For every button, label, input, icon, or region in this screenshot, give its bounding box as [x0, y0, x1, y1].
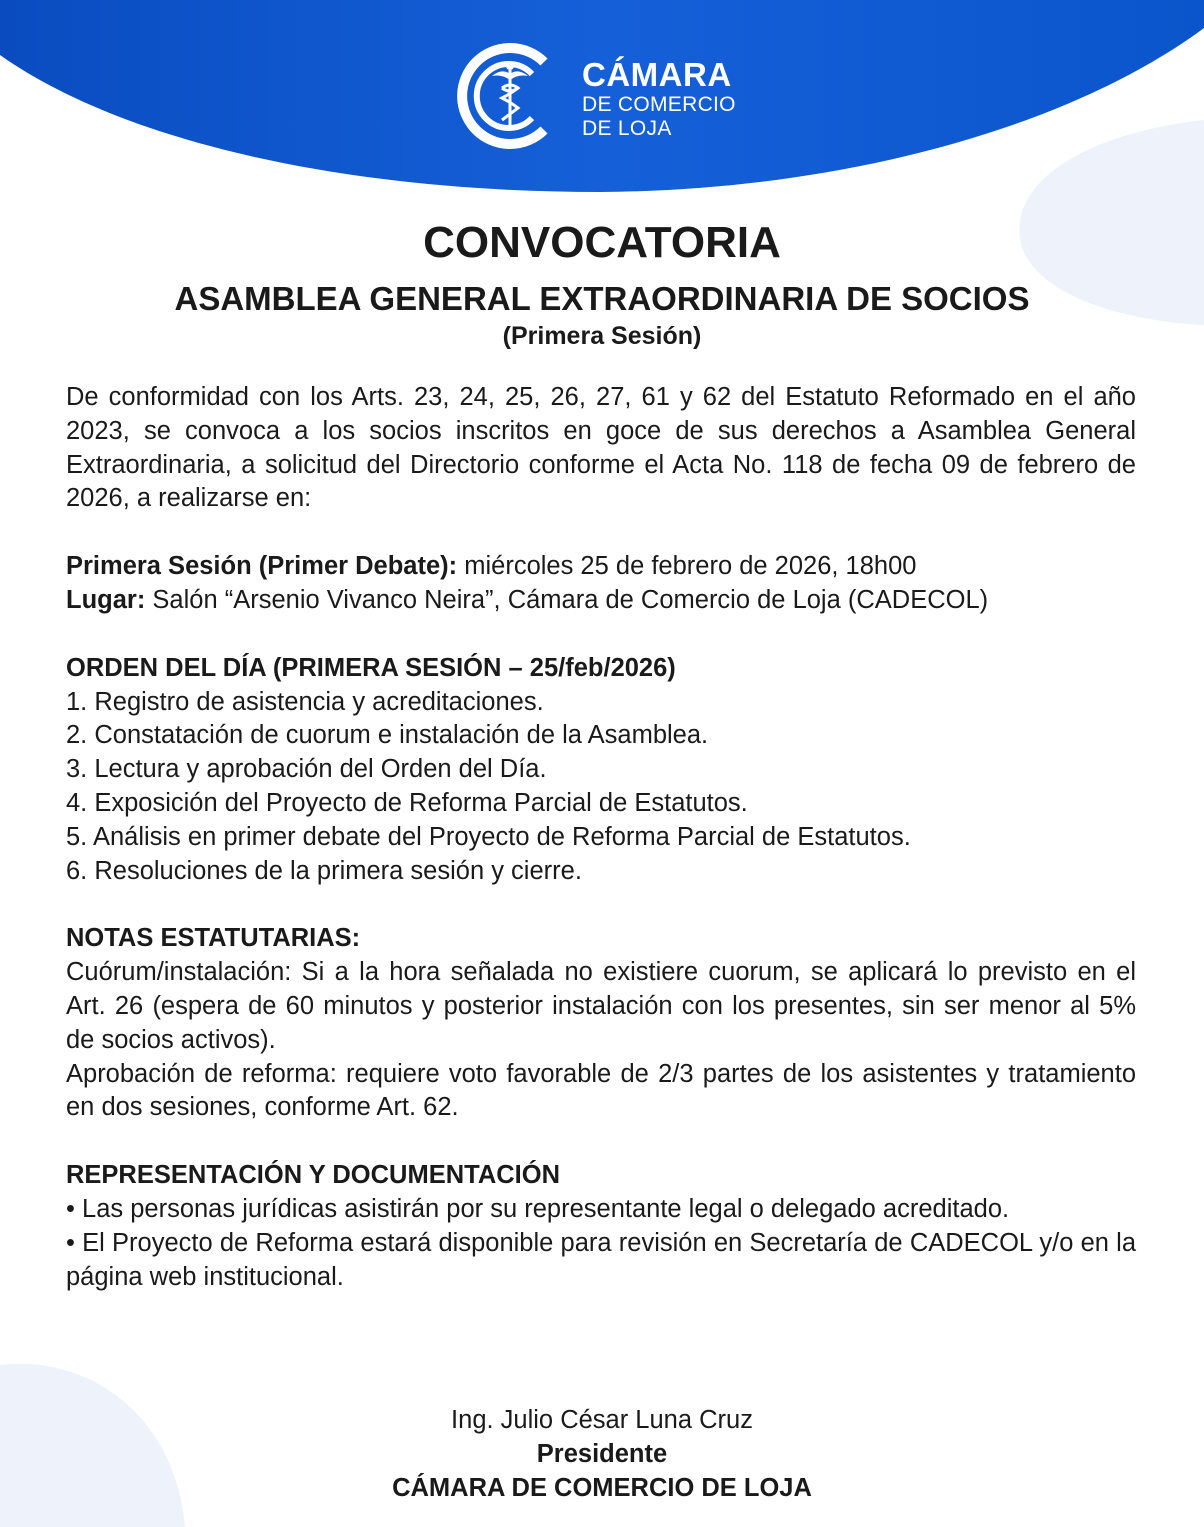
meeting-place-line — [66, 584, 1136, 618]
meeting-place-value: Salón “Arsenio Vivanco Neira”, Cámara de Comercio de Loja (CADECOL) — [145, 585, 989, 614]
representation-item: • El Proyecto de Reforma estará disponible para revisión en Secretaría de CADECOL y/o en la página web institucional. — [66, 1228, 1136, 1291]
meeting-place-label: Lugar: — [66, 585, 146, 614]
agenda-item: 1. Registro de asistencia y acreditaciones. — [66, 687, 544, 716]
logo-line-2: DE COMERCIO — [582, 93, 736, 116]
meeting-session-value: miércoles 25 de febrero de 2026, 18h00 — [457, 552, 917, 581]
session-label: (Primera Sesión) — [502, 322, 702, 350]
notes-heading: NOTAS ESTATUTARIAS: — [66, 924, 361, 953]
agenda-item: 6. Resoluciones de la primera sesión y cierre. — [66, 856, 582, 885]
note-item: Aprobación de reforma: requiere voto favorable de 2/3 partes de los asistentes y tratamiento en dos sesiones, conforme Art. 62. — [66, 1059, 1136, 1122]
logo — [452, 40, 772, 150]
intro-paragraph: De conformidad con los Arts. 23, 24, 25, 26, 27, 61 y 62 del Estatuto Reformado en el año 2023, se convoca a los socios inscritos en goce de sus derechos a Asamblea General Extraordinaria, a solicitud del Directorio conforme el Acta No. 118 de fecha 09 de febrero de 2026, a realizarse en: — [66, 383, 1136, 513]
caduceus-c-icon — [452, 40, 568, 152]
signer-name: Ing. Julio César Luna Cruz — [451, 1406, 753, 1434]
logo-line-1: CÁMARA — [582, 56, 732, 93]
logo-text — [582, 58, 736, 139]
note-item: Cuórum/instalación: Si a la hora señalada no existiere cuorum, se aplicará lo previsto en el Art. 26 (espera de 60 minutos y posterior instalación con los presentes, sin ser menor al 5% de socios activos). — [66, 958, 1136, 1054]
document-body — [66, 381, 1136, 1294]
agenda-item: 5. Análisis en primer debate del Proyecto de Reforma Parcial de Estatutos. — [66, 822, 911, 851]
agenda-heading: ORDEN DEL DÍA (PRIMERA SESIÓN – 25/feb/2026) — [66, 653, 676, 682]
signer-organization: CÁMARA DE COMERCIO DE LOJA — [392, 1474, 812, 1502]
signature-block — [0, 1403, 1204, 1505]
agenda-item: 2. Constatación de cuorum e instalación de la Asamblea. — [66, 721, 709, 750]
meeting-session-label: Primera Sesión (Primer Debate): — [66, 552, 458, 581]
page-title: CONVOCATORIA — [423, 218, 781, 267]
logo-line-3: DE LOJA — [582, 117, 672, 140]
representation-item: • Las personas jurídicas asistirán por su representante legal o delegado acreditado. — [66, 1194, 1010, 1223]
representation-heading: REPRESENTACIÓN Y DOCUMENTACIÓN — [66, 1161, 560, 1190]
agenda-item: 4. Exposición del Proyecto de Reforma Parcial de Estatutos. — [66, 788, 748, 817]
signer-role: Presidente — [536, 1440, 668, 1468]
page-subtitle: ASAMBLEA GENERAL EXTRAORDINARIA DE SOCIOS — [174, 280, 1030, 317]
agenda-item: 3. Lectura y aprobación del Orden del Día. — [66, 755, 547, 784]
meeting-session-line — [66, 550, 1136, 584]
